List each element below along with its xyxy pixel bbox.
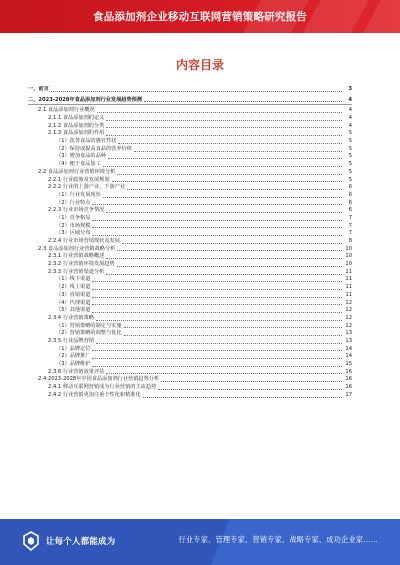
toc-heading: 内容目录 <box>175 58 224 72</box>
toc-dot-leader <box>96 342 342 344</box>
toc-entry-text: 2.3.4 行业营销策略 <box>48 314 94 321</box>
toc-entry[interactable] <box>28 169 352 177</box>
toc-dot-leader <box>92 296 342 298</box>
toc-entry-page: 6 <box>348 184 352 191</box>
toc-dot-leader <box>92 280 342 282</box>
toc-entry[interactable] <box>28 330 352 338</box>
toc-entry-page: 16 <box>345 368 352 375</box>
toc-entry-page: 10 <box>345 261 352 268</box>
toc-dot-leader <box>161 380 342 382</box>
toc-entry[interactable] <box>28 392 352 400</box>
toc-entry-text: （3）品牌维护 <box>56 361 91 368</box>
toc-entry[interactable] <box>28 376 352 384</box>
toc-entry-text: 一、前言 <box>28 86 49 92</box>
toc-entry-text: 2.3.1 行业营销战略概述 <box>48 253 105 260</box>
toc-entry-page: 7 <box>348 222 352 229</box>
toc-dot-leader <box>92 219 342 221</box>
toc-entry-page: 14 <box>345 353 352 360</box>
toc-entry-page: 3 <box>348 86 352 92</box>
toc-entry[interactable] <box>28 292 352 300</box>
toc-dot-leader <box>96 319 342 321</box>
toc-dot-leader <box>134 150 342 152</box>
toc-entry-page: 11 <box>345 268 352 275</box>
toc-entry-page: 11 <box>345 276 352 283</box>
toc-entry-text: 二、2023-2028年食品添加剂行业发展趋势预测 <box>28 96 143 103</box>
toc-entry-page: 14 <box>345 345 352 352</box>
toc-entry-page: 5 <box>348 168 352 175</box>
toc-entry-text: （2）品牌推广 <box>56 353 91 360</box>
toc-entry-text: 2.4.2 行业营销更加注重个性化和精准化 <box>48 391 141 398</box>
report-header-banner <box>0 0 400 33</box>
toc-entry-text: 2.1.3 食品添加剂的作用 <box>48 130 105 137</box>
toc-dot-leader <box>92 203 342 205</box>
toc-entry-text: 2.2.1 行业政策及发展规划 <box>48 176 110 183</box>
toc-dot-leader <box>143 396 342 398</box>
toc-entry-text: （2）营销策略的调整与优化 <box>56 330 122 337</box>
toc-entry-page: 6 <box>348 199 352 206</box>
toc-dot-leader <box>112 180 342 182</box>
toc-entry-text: 2.1.2 食品添加剂的分类 <box>48 122 105 129</box>
toc-dot-leader <box>106 119 342 121</box>
toc-entry-page: 7 <box>348 230 352 237</box>
toc-dot-leader <box>127 188 342 190</box>
toc-entry-page: 13 <box>345 337 352 344</box>
toc-dot-leader <box>106 372 342 374</box>
toc-dot-leader <box>92 349 342 351</box>
toc-entry[interactable] <box>28 207 352 215</box>
toc-dot-leader <box>124 326 342 328</box>
toc-dot-leader <box>106 257 342 259</box>
toc-entry-page: 5 <box>348 138 352 145</box>
toc-entry-text: （3）增加食品的品种 <box>56 153 106 160</box>
toc-dot-leader <box>92 226 342 228</box>
toc-entry-page: 5 <box>348 130 352 137</box>
toc-entry-page: 12 <box>345 307 352 314</box>
toc-entry-text: （2）线上渠道 <box>56 284 91 291</box>
toc-entry-page: 4 <box>348 122 352 129</box>
toc-entry-text: （1）竞争格局 <box>56 214 91 221</box>
toc-dot-leader <box>106 126 342 128</box>
toc-entry-page: 6 <box>348 207 352 214</box>
toc-entry-text: （1）线下渠道 <box>56 276 91 283</box>
toc-entry-page: 11 <box>345 291 352 298</box>
toc-entry-text: （3）直销渠道 <box>56 291 91 298</box>
toc-entry-page: 16 <box>345 376 352 383</box>
toc-entry-page: 5 <box>348 145 352 152</box>
toc-entry-page: 15 <box>345 361 352 368</box>
toc-entry-text: （1）行业发展现状 <box>56 191 101 198</box>
toc-dot-leader <box>103 165 342 167</box>
toc-dot-leader <box>92 365 342 367</box>
toc-dot-leader <box>92 303 342 305</box>
toc-dot-leader <box>122 242 342 244</box>
toc-entry[interactable] <box>28 97 352 106</box>
toc-dot-leader <box>103 196 342 198</box>
toc-entry-page: 12 <box>345 314 352 321</box>
toc-dot-leader <box>106 211 342 213</box>
toc-entry[interactable] <box>28 361 352 369</box>
toc-entry[interactable] <box>28 115 352 123</box>
toc-entry-page: 13 <box>345 330 352 337</box>
toc-entry-page: 5 <box>348 153 352 160</box>
toc-entry[interactable] <box>28 338 352 346</box>
toc-entry-text: （1）品牌定位 <box>56 345 91 352</box>
toc-entry-text: 2.2.3 行业市场竞争情况 <box>48 207 105 214</box>
toc-entry-page: 10 <box>345 245 352 252</box>
toc-dot-leader <box>117 265 342 267</box>
toc-entry[interactable] <box>28 384 352 392</box>
toc-entry-page: 12 <box>345 322 352 329</box>
toc-dot-leader <box>158 388 342 390</box>
toc-entry-page: 12 <box>345 299 352 306</box>
toc-dot-leader <box>117 173 342 175</box>
toc-entry-page: 10 <box>345 253 352 260</box>
toc-entry-text: 2.3.5 行业品牌营销 <box>48 337 94 344</box>
toc-entry-text: 2.3.2 行业营销环境发展趋势 <box>48 261 115 268</box>
toc-entry[interactable] <box>28 184 352 192</box>
toc-entry-text: 2.2.4 行业市场营销现状及发展 <box>48 238 120 245</box>
toc-entry-page: 7 <box>348 214 352 221</box>
footer-roles: 行业专家、管理专家、营销专家、战略专家、成功企业家…… <box>178 535 378 544</box>
toc-entry[interactable] <box>28 161 352 169</box>
toc-entry-page: 5 <box>348 161 352 168</box>
toc-entry-page: 16 <box>345 384 352 391</box>
toc-entry-text: 2.3.3 行业营销渠道分析 <box>48 268 105 275</box>
toc-entry-page: 6 <box>348 191 352 198</box>
toc-entry[interactable] <box>28 261 352 269</box>
toc-entry-text: 2.3.6 行业营销效果评估 <box>48 368 105 375</box>
report-title: 食品添加剂企业移动互联网营销策略研究报告 <box>93 11 307 23</box>
toc-entry[interactable] <box>28 315 352 323</box>
toc-entry[interactable] <box>28 138 352 146</box>
toc-entry[interactable] <box>28 238 352 246</box>
table-of-contents <box>28 86 352 504</box>
toc-entry-text: （5）其他渠道 <box>56 307 91 314</box>
toc-entry-text: 2.1.1 食品添加剂的定义 <box>48 115 105 122</box>
toc-entry[interactable] <box>28 192 352 200</box>
toc-dot-leader <box>117 249 342 251</box>
toc-entry-page: 4 <box>348 115 352 122</box>
footer-slogan: 让每个人都能成为 <box>46 536 116 546</box>
toc-entry-text: （2）市场规模 <box>56 222 91 229</box>
toc-entry-page: 4 <box>348 96 352 103</box>
toc-entry[interactable] <box>28 130 352 138</box>
toc-dot-leader <box>118 142 342 144</box>
toc-entry-text: 2.4.1 移动互联网营销成为行业营销的主流趋势 <box>48 384 157 391</box>
toc-entry[interactable] <box>28 284 352 292</box>
toc-entry-page: 17 <box>345 391 352 398</box>
toc-entry-text: 2.2 食品添加剂行业营销环境分析 <box>38 168 116 175</box>
toc-dot-leader <box>92 357 342 359</box>
toc-entry[interactable] <box>28 215 352 223</box>
toc-dot-leader <box>144 100 342 102</box>
toc-entry-text: （2）行业特点 <box>56 199 91 206</box>
toc-entry[interactable] <box>28 86 352 94</box>
toc-entry-text: （1）营销策略的制定与实施 <box>56 322 122 329</box>
toc-entry[interactable] <box>28 353 352 361</box>
toc-entry-page: 8 <box>348 238 352 245</box>
toc-dot-leader <box>108 157 342 159</box>
toc-entry-text: 2.1 食品添加剂行业概况 <box>38 107 95 114</box>
toc-dot-leader <box>51 90 342 92</box>
footer-banner <box>0 519 400 565</box>
toc-dot-leader <box>92 288 342 290</box>
toc-dot-leader <box>124 334 342 336</box>
toc-entry[interactable] <box>28 253 352 261</box>
toc-dot-leader <box>106 134 342 136</box>
toc-entry-text: 2.2.2 行业的上游产业、下游产业 <box>48 184 126 191</box>
toc-entry-text: （3）区域分布 <box>56 230 91 237</box>
toc-entry-text: （1）改善食品的感官性状 <box>56 138 117 145</box>
toc-entry-page: 11 <box>345 284 352 291</box>
toc-dot-leader <box>92 311 342 313</box>
toc-dot-leader <box>106 273 342 275</box>
brand-logo-icon <box>22 531 40 551</box>
toc-entry-page: 5 <box>348 176 352 183</box>
toc-entry-text: 2.3 食品添加剂行业营销战略分析 <box>38 245 116 252</box>
toc-entry-page: 4 <box>348 107 352 114</box>
toc-entry[interactable] <box>28 107 352 115</box>
toc-entry-text: （2）保持或提高食品的营养价值 <box>56 145 132 152</box>
toc-entry[interactable] <box>28 307 352 315</box>
toc-entry[interactable] <box>28 230 352 238</box>
toc-entry-text: （4）便于食品加工 <box>56 161 101 168</box>
toc-dot-leader <box>97 111 342 113</box>
toc-entry-text: （4）代理渠道 <box>56 299 91 306</box>
toc-entry-text: 2.4 2023-2028年中国食品添加剂行业营销趋势分析 <box>38 376 160 383</box>
toc-dot-leader <box>92 234 342 236</box>
